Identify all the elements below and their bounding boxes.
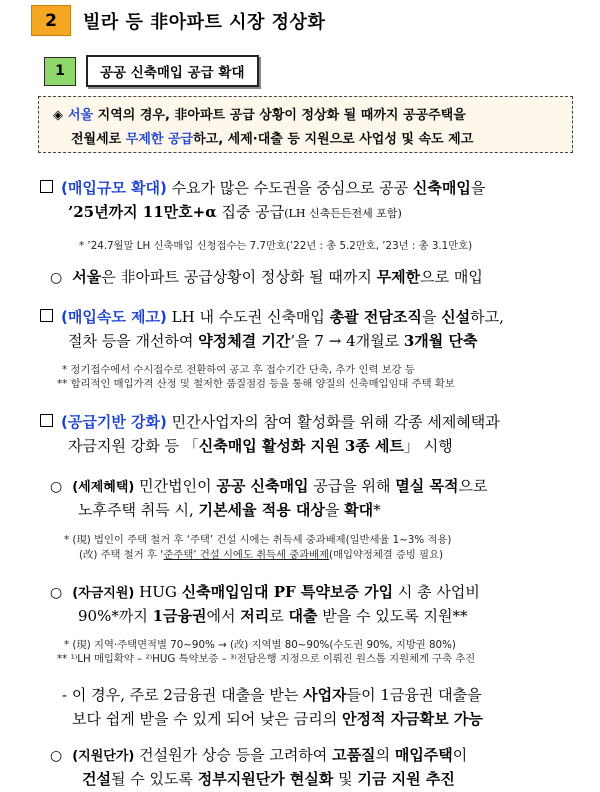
item1-line-1	[40, 177, 485, 198]
section-header	[31, 5, 325, 36]
sub-tax-note-1: * (現) 법인이 주택 철거 후 ‘주택’ 건설 시에는 취득세 중과배제(일반세율 1~3% 적용)	[64, 534, 452, 546]
sub-fund-bold: 1금융권	[152, 607, 207, 625]
sub-price-line-1	[50, 744, 467, 765]
item2-line-2	[68, 330, 478, 351]
sub-price-text: 건설원가 상승 등을 고려하여	[134, 746, 333, 764]
sub-tax-line-1	[50, 475, 487, 496]
sub-price-bold: 기금 지원 추진	[357, 770, 455, 788]
dash-item-bold: 사업자	[303, 686, 347, 704]
item2-bold: 총괄 전담조직	[329, 308, 422, 326]
sub-fund-line-1	[50, 581, 480, 602]
sub-price-bold: 정부지원단가 현실화	[197, 770, 334, 788]
sub-price-line-2	[82, 768, 455, 789]
item1-line-2	[68, 201, 402, 222]
sub-fund-note-1: * (現) 지역·주택면적별 70~90% → (改) 지역별 80~90%(수도권 90%, 지방권 80%)	[64, 639, 456, 651]
item1-sub-text: 으로 매입	[420, 268, 483, 286]
sub-tax-bold: 기본세율 적용 대상	[198, 501, 325, 519]
item1-small: (LH 신축든든전세 포함)	[284, 207, 402, 220]
item3-text: 민간사업자의 참여 활성화를 위해 각종 세제혜택과	[166, 413, 500, 431]
item2-bold: 약정체결 기간	[198, 332, 291, 350]
summary-box	[38, 96, 573, 153]
sub-fund-text: 로	[269, 607, 289, 625]
sub-fund-text: 에서	[206, 607, 241, 625]
circle-bullet-icon: ○	[50, 479, 63, 495]
circle-bullet-icon: ○	[50, 748, 63, 764]
square-bullet-icon	[40, 414, 53, 427]
sub-fund-text: 시 총 사업비	[393, 583, 480, 601]
dash-item-text: - 이 경우, 주로 2금융권 대출을 받는	[62, 686, 304, 704]
sub-tax-text: 공급을 위해	[308, 477, 396, 495]
diamond-bullet-icon: ◈	[53, 108, 63, 123]
sub-price-label: (지원단가)	[72, 749, 135, 764]
section-title: 빌라 등 非아파트 시장 정상화	[83, 11, 326, 33]
item2-label: (매입속도 제고)	[61, 308, 167, 326]
circle-bullet-icon: ○	[50, 585, 63, 601]
sub-fund-bold: 저리	[240, 607, 270, 625]
summary-line-1	[53, 104, 562, 128]
sub-fund-label: (자금지원)	[72, 586, 135, 601]
dash-item-line-1	[62, 684, 482, 705]
subsection-number: 1	[44, 57, 76, 86]
item3-line-1	[40, 411, 500, 432]
sub-fund-text: *까지	[111, 607, 153, 625]
sub-tax-note-2	[79, 546, 443, 561]
item1-sub-bold: 서울	[72, 268, 102, 286]
item2-text: 을	[421, 308, 442, 326]
sub-tax-bold: 멸실 목적	[395, 477, 459, 495]
sub-tax-text: 으로	[458, 477, 488, 495]
dash-item-text: 보다 쉽게 받을 수 있게 되어 낮은 금리의	[72, 710, 342, 728]
item3-line-2	[68, 435, 453, 456]
item2-note-1: * 정기접수에서 수시접수로 전환하여 공고 후 접수기간 단축, 추가 인력 보강 등	[62, 364, 415, 376]
sub-price-text: 의	[375, 746, 395, 764]
item2-text: ’을 7 → 4개월로	[290, 332, 404, 350]
section-number: 2	[31, 5, 71, 36]
item1-text: 을	[470, 179, 486, 197]
summary-text: 하고, 세제·대출 등 지원으로 사업성 및 속도 제고	[193, 132, 474, 147]
sub-tax-note-text: (改) 주택 철거 후 ‘	[79, 549, 164, 561]
subsection-header	[44, 55, 259, 87]
sub-tax-text: 을	[324, 501, 345, 519]
item1-sub-text: 은 非아파트 공급상황이 정상화 될 때까지	[101, 268, 377, 286]
dash-item-bold: 안정적 자금확보 가능	[342, 710, 483, 728]
subsection-title: 공공 신축매입 공급 확대	[86, 55, 259, 87]
item3-label: (공급기반 강화)	[61, 413, 167, 431]
item1-bold: 신축매입	[412, 179, 471, 197]
item2-note-2: ** 합리적인 매입가격 산정 및 철저한 품질점검 등을 통해 양질의 신축매입임대 주택 확보	[57, 378, 455, 390]
summary-highlight-unlimited: 무제한 공급	[125, 132, 194, 147]
item1-sub-bold: 무제한	[376, 268, 421, 286]
sub-tax-bold: 공공 신축매입	[216, 477, 309, 495]
sub-tax-line-2	[78, 499, 381, 520]
item1-target: ’25년까지 11만호+α	[68, 203, 217, 221]
sub-price-text: 될 수 있도록	[110, 770, 198, 788]
summary-line-2	[53, 128, 562, 152]
sub-tax-text: *	[373, 501, 381, 519]
sub-tax-note-text: (매입약정체결 증빙 필요)	[329, 549, 444, 561]
item2-text: 절차 등을 개선하여	[68, 332, 199, 350]
sub-fund-bold: 대출	[288, 607, 318, 625]
item2-line-1	[40, 306, 504, 327]
item3-bold: 신축매입 활성화 지원 3종 세트	[198, 437, 404, 455]
sub-price-bold: 매입주택	[394, 746, 453, 764]
sub-price-bold: 건설	[82, 770, 111, 788]
sub-price-text: 및	[333, 770, 358, 788]
sub-tax-label: (세제혜택)	[72, 480, 135, 495]
circle-bullet-icon: ○	[50, 270, 63, 286]
sub-fund-note-2: ** ¹⁾LH 매입확약 – ²⁾HUG 특약보증 – ³⁾전담은행 지정으로 이뤄진 원스톱 지원체계 구축 추진	[57, 653, 476, 665]
square-bullet-icon	[40, 180, 53, 193]
sub-tax-bold: 확대	[344, 501, 374, 519]
sub-fund-text: HUG	[134, 583, 182, 601]
summary-text: 지역의 경우, 非아파트 공급 상황이 정상화 될 때까지 공공주택을	[93, 108, 466, 123]
item1-text: 수요가 많은 수도권을 중심으로 공공	[166, 179, 413, 197]
sub-price-text: 이	[452, 746, 468, 764]
item2-text: LH 내 수도권 신축매입	[166, 308, 330, 326]
square-bullet-icon	[40, 309, 53, 322]
item2-bold: 3개월 단축	[403, 332, 478, 350]
item3-text: 」 시행	[403, 437, 453, 455]
item2-bold: 신설	[441, 308, 471, 326]
item2-text: 하고,	[470, 308, 504, 326]
sub-fund-line-2	[78, 605, 468, 626]
sub-price-bold: 고품질	[332, 746, 376, 764]
sub-fund-text: 90%	[78, 607, 112, 625]
dash-item-text: 들이 1금융권 대출을	[346, 686, 482, 704]
summary-highlight-seoul: 서울	[68, 108, 94, 123]
summary-text: 전월세로	[71, 132, 126, 147]
item1-text: 집중 공급	[216, 203, 285, 221]
item1-sub	[50, 266, 483, 287]
dash-item-line-2	[72, 708, 483, 729]
sub-tax-text: 민간법인이	[134, 477, 217, 495]
sub-tax-note-underlined: 준주택’ 건설 시에도 취득세 중과배제	[163, 549, 330, 561]
sub-fund-text: 받을 수 있도록 지원**	[317, 607, 468, 625]
item1-label: (매입규모 확대)	[61, 179, 167, 197]
item1-note: * ’24.7월말 LH 신축매입 신청접수는 7.7만호(’22년 : 총 5.2만호, ’23년 : 총 3.1만호)	[79, 240, 473, 252]
sub-tax-text: 노후주택 취득 시,	[78, 501, 199, 519]
sub-fund-bold: 신축매입임대 PF 특약보증 가입	[181, 583, 394, 601]
item3-text: 자금지원 강화 등 「	[68, 437, 199, 455]
